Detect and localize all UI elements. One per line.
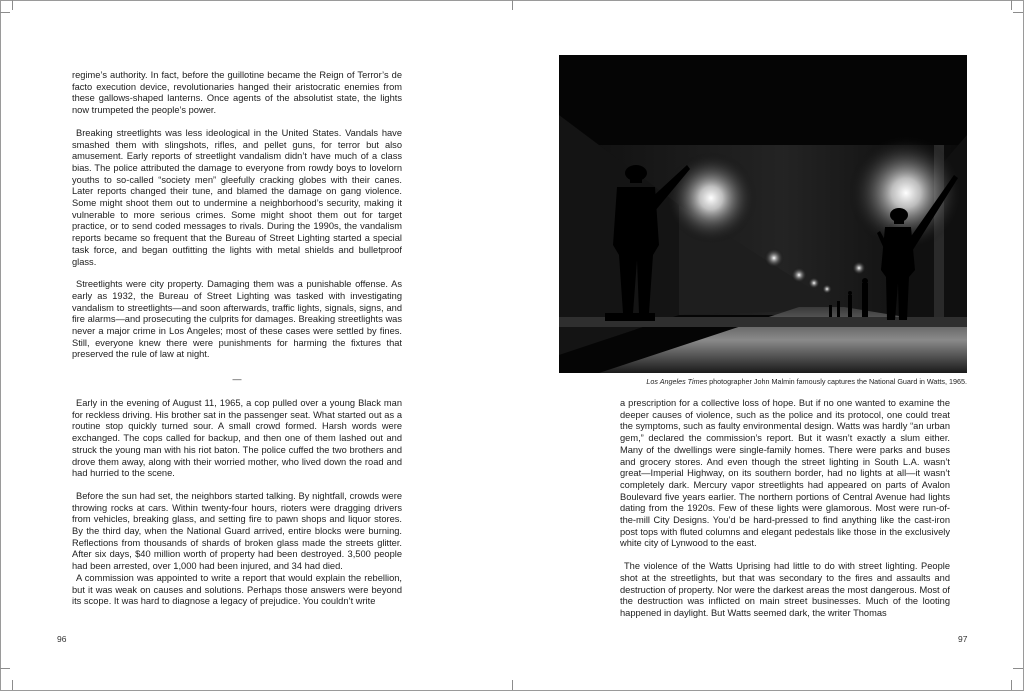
- paragraph: A commission was appointed to write a report that would explain the rebellion, but it was weak on causes and solutions. Perhaps those answers were beyond its scope. It was hard to diagnose a legacy of prejudice. You couldn’t write: [72, 572, 402, 607]
- photo-caption: [559, 377, 967, 386]
- paragraph: Early in the evening of August 11, 1965, a cop pulled over a young Black man for reckless driving. His brother sat in the passenger seat. What started out as a routine stop quickly turned sour. A small crowd formed. Harsh words were exchanged. The cops called for backup, and then one of them lashed out and struck the young man with his riot baton. The police cuffed the two brothers and drove them away, along with their worried mother, who lived down the road and had hurried to the scene.: [72, 398, 402, 479]
- caption-publication: Los Angeles Times: [646, 377, 708, 386]
- paragraph: The violence of the Watts Uprising had little to do with street lighting. People shot at the streetlights, but that was secondary to the fires and assaults and destruction of property. Nor were the darkest areas the most dangerous. Most of the destruction was inflicted on main street businesses. Much of the looting happened in daylight. But Watts seemed dark, the writer Thomas: [620, 561, 950, 618]
- page-number-right: 97: [958, 634, 968, 644]
- paragraph: Breaking streetlights was less ideological in the United States. Vandals have smashed them with slingshots, rifles, and pellet guns, for terror but also amusement. Early reports of streetlight vandalism didn’t have much of a class bias. The police attributed the damage to everyone from rowdy boys to lovelorn youths to so-called “society men” gleefully cracking globes with their canes. Later reports changed their tune, and blamed the damage on gang violence. Some might shoot them out to undermine a neighborhood’s security, making it vulnerable to more serious crimes. Some might shoot them out for target practice, or to send coded messages to rivals. During the 1990s, the vandalism reports became so frequent that the Bureau of Street Lighting started a special task force, and began outfitting the lights with metal shields and bulletproof glass.: [72, 127, 402, 267]
- paragraph: regime’s authority. In fact, before the guillotine became the Reign of Terror’s de facto execution device, revolutionaries hanged their aristocratic enemies from these gallows-shaped lanterns. Once agents of the absolutist state, the lights now trumpeted the people’s power.: [72, 70, 402, 116]
- right-page: [512, 0, 1024, 691]
- page-number-left: 96: [57, 634, 67, 644]
- paragraph: Streetlights were city property. Damaging them was a punishable offense. As early as 1932, the Bureau of Street Lighting was tasked with investigating vandalism to streetlights—and soon afterwards, traffic lights, signals, signs, and fire alarms—and prosecuting the culprits for damages. Breaking streetlights was never a major crime in Los Angeles; most of these cases were settled by fines. Still, everyone knew there were punishments for harming the fixtures that preserved the rule of law at night.: [72, 279, 402, 360]
- paragraph: Before the sun had set, the neighbors started talking. By nightfall, crowds were throwing rocks at cars. Within twenty-four hours, rioters were dragging drivers from vehicles, breaking glass, and setting fire to pawn shops and liquor stores. By the third day, when the National Guard arrived, entire blocks were burning. Reflections from thousands of shards of broken glass made the streets glitter. After six days, $40 million worth of property had been destroyed. 3,500 people had been arrested, over 1,000 had been injured, and 34 had died.: [72, 490, 402, 572]
- caption-text: photographer John Malmin famously captures the National Guard in Watts, 1965.: [707, 377, 967, 386]
- paragraph: a prescription for a collective loss of hope. But if no one wanted to examine the deeper causes of violence, such as the police and its protocol, one could treat the symptoms, such as faulty environmental design. Watts was hardly “an urban gem,” declared the commission’s report. But it wasn’t exactly a slum either. Many of the dwellings were single-family homes. There were parks and buses and grocery stores. And even though the street lighting in South L.A. wasn’t great—Imperial Highway, on its southern border, had no lights at all—it wasn’t completely dark. Mercury vapor streetlights had appeared on parts of Avalon Boulevard five years earlier. The northern portions of Central Avenue had lights dating from the 1920s. Few of these lights were glamorous. Most were run-of-the-mill City Designs. You’d be hard-pressed to find anything like the cast-iron post tops with fluted columns and elegant pedestals like those in the exclusively white city of Lynwood to the east.: [620, 398, 950, 549]
- right-text-column: [620, 398, 950, 620]
- watts-photograph: [559, 55, 967, 373]
- section-divider: —: [232, 374, 242, 384]
- left-text-column-bottom: [72, 398, 402, 608]
- photo-illustration: [559, 55, 967, 373]
- left-text-column-top: [72, 70, 402, 361]
